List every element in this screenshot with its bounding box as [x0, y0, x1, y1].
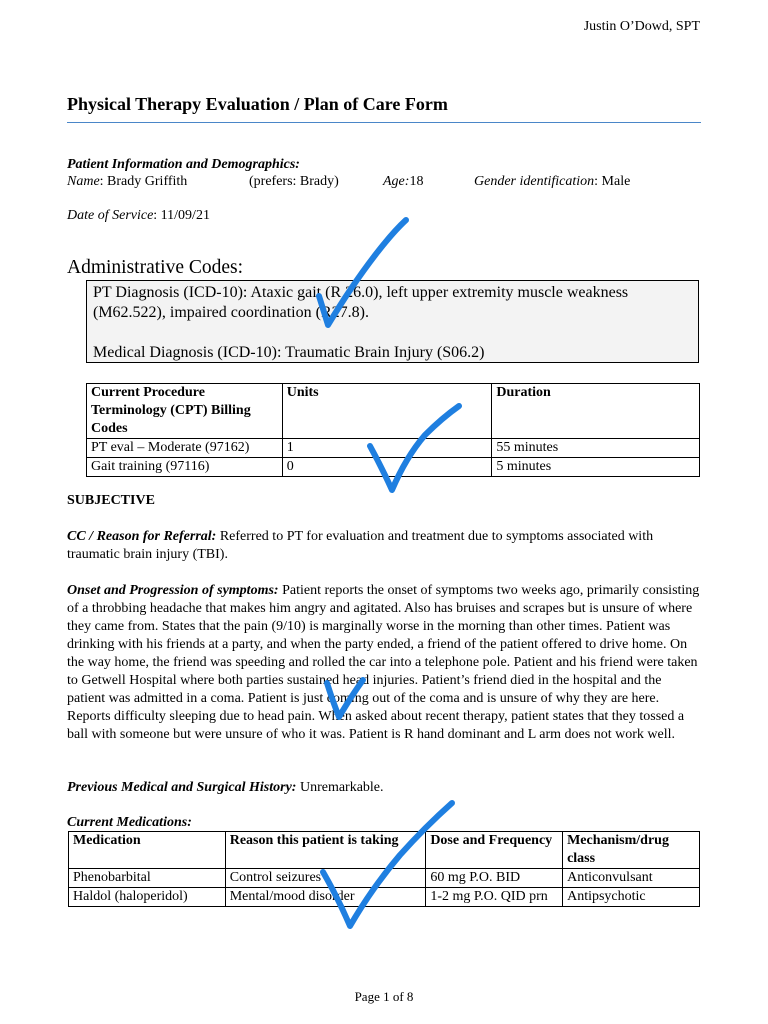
table-cell: Control seizures	[225, 869, 426, 888]
date-of-service	[67, 207, 210, 225]
cc-text: Referred to PT for evaluation and treatment due to symptoms associated with traumatic brain injury (TBI).	[67, 529, 654, 562]
cpt-billing-table	[86, 383, 700, 477]
table-header-row	[87, 384, 700, 439]
header-cell: Mechanism/drug class	[563, 832, 700, 869]
table-cell: Anticonvulsant	[563, 869, 700, 888]
history-label: Previous Medical and Surgical History:	[67, 780, 297, 795]
title-divider	[67, 122, 701, 123]
chief-complaint	[67, 528, 703, 564]
author-name: Justin O’Dowd, SPT	[583, 19, 700, 34]
cc-label: CC / Reason for Referral:	[67, 529, 217, 544]
table-row	[69, 888, 700, 907]
header-cell: Reason this patient is taking	[225, 832, 426, 869]
medications-heading: Current Medications:	[67, 815, 192, 830]
header-cell: Dose and Frequency	[426, 832, 563, 869]
table-cell: Phenobarbital	[69, 869, 226, 888]
name-value: : Brady Griffith	[99, 174, 188, 189]
header-cell: Duration	[492, 384, 700, 439]
onset-text: Patient reports the onset of symptoms two weeks ago, primarily consisting of a throbbing headache that makes him angry and agitated. Also has bruises and scrapes but is unsure of where they came from. States that the pain (9/10) is marginally worse in the morning than other times. Patient was drinking with his friends at a party, and when the party ended, a friend of the patient offered to drive home. On the way home, the friend was speeding and rolled the car into a telephone pole. Patient and his friend were taken to Getwell Hospital where both parties sustained head injuries. Patient’s friend died in the hospital and the patient was admitted in a coma. Patient is just coming out of the coma and is unsure of why they are here. Reports difficulty sleeping due to head pain. When asked about recent therapy, patient states that they tossed a ball with someone but were unsure of who it was. Patient is R hand dominant and L arm does not work well.	[67, 583, 700, 742]
age-value: 18	[409, 174, 424, 189]
name-label: Name	[67, 174, 100, 189]
table-cell: 1	[282, 439, 492, 458]
table-cell: 1-2 mg P.O. QID prn	[426, 888, 563, 907]
medications-table	[68, 831, 700, 907]
table-cell: Antipsychotic	[563, 888, 700, 907]
gender-value: : Male	[594, 174, 631, 189]
table-header-row	[69, 832, 700, 869]
admin-codes-heading: Administrative Codes:	[67, 257, 244, 278]
demographics-row	[67, 173, 701, 191]
form-title: Physical Therapy Evaluation / Plan of Care Form	[67, 94, 448, 114]
header-cell: Current Procedure Terminology (CPT) Billing Codes	[87, 384, 283, 439]
table-cell: Haldol (haloperidol)	[69, 888, 226, 907]
header-cell: Units	[282, 384, 492, 439]
medical-diagnosis: Medical Diagnosis (ICD-10): Traumatic Brain Injury (S06.2)	[93, 344, 485, 361]
table-row	[87, 458, 700, 477]
table-cell: Mental/mood disorder	[225, 888, 426, 907]
prefers-name: (prefers: Brady)	[249, 174, 339, 189]
pt-diagnosis-line-2: (M62.522), impaired coordination (R27.8).	[93, 304, 369, 321]
gender-label: Gender identification	[474, 174, 595, 189]
dos-value: : 11/09/21	[153, 208, 210, 223]
header-cell: Medication	[69, 832, 226, 869]
diagnosis-box	[86, 280, 699, 363]
table-cell: Gait training (97116)	[87, 458, 283, 477]
table-cell: 5 minutes	[492, 458, 700, 477]
page-number: Page 1 of 8	[354, 989, 414, 1004]
dos-label: Date of Service	[67, 208, 154, 223]
table-row	[87, 439, 700, 458]
history-text: Unremarkable.	[296, 780, 384, 795]
table-cell: 60 mg P.O. BID	[426, 869, 563, 888]
medical-history	[67, 779, 703, 797]
table-cell: 0	[282, 458, 492, 477]
table-cell: PT eval – Moderate (97162)	[87, 439, 283, 458]
age-label: Age:	[383, 174, 410, 189]
onset-progression	[67, 582, 703, 744]
pt-diagnosis-line-1: PT Diagnosis (ICD-10): Ataxic gait (R 26.0), left upper extremity muscle weakness	[93, 284, 629, 301]
table-cell: 55 minutes	[492, 439, 700, 458]
subjective-heading: SUBJECTIVE	[67, 493, 155, 508]
demographics-heading: Patient Information and Demographics:	[67, 157, 300, 172]
onset-label: Onset and Progression of symptoms:	[67, 583, 279, 598]
table-row	[69, 869, 700, 888]
